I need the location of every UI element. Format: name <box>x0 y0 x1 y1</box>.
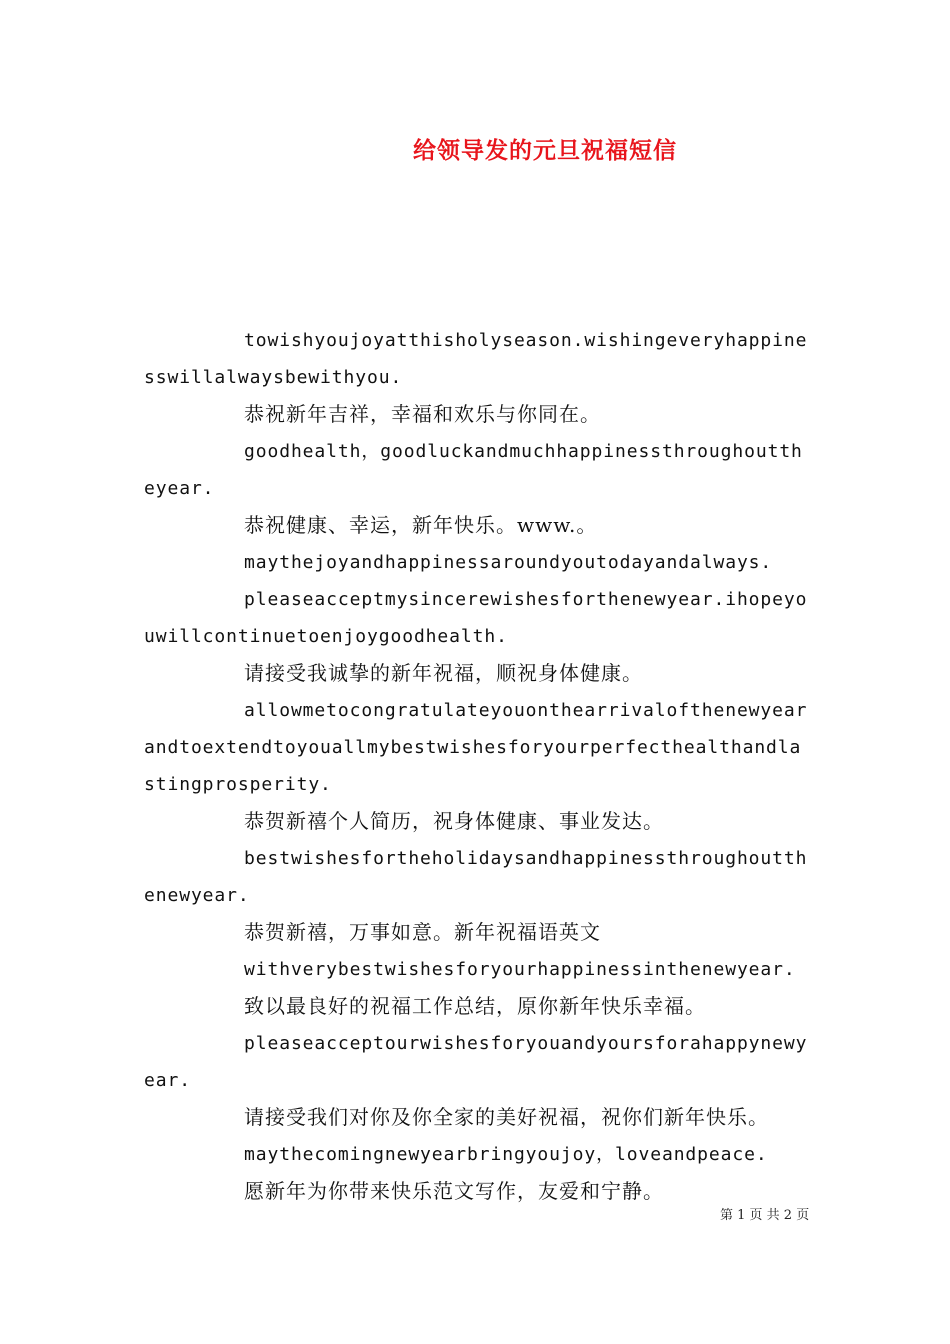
paragraph-12: withverybestwishesforyourhappinessinthenewyear. <box>244 959 796 980</box>
paragraph-15: 请接受我们对你及你全家的美好祝福，祝你们新年快乐。 <box>244 1105 769 1129</box>
paragraph-1: towishyoujoyatthisholyseason.wishingeveryhappinesswillalwaysbewithyou. <box>144 330 808 388</box>
paragraph-14: pleaseacceptourwishesforyouandyoursforahappynewyear. <box>144 1033 808 1091</box>
paragraph-2: 恭祝新年吉祥，幸福和欢乐与你同在。 <box>244 402 601 426</box>
paragraph-16: maythecomingnewyearbringyoujoy，loveandpeace. <box>244 1144 768 1165</box>
paragraph-6: pleaseacceptmysincerewishesforthenewyear.ihopeyouwillcontinuetoenjoygoodhealth. <box>144 589 808 647</box>
paragraph-8: allowmetocongratulateyouonthearrivalofthenewyearandtoextendtoyouallmybestwishesforyourperfecthealthandlastingprosperity. <box>144 700 808 795</box>
paragraph-10: bestwishesfortheholidaysandhappinessthroughoutthenewyear. <box>144 848 808 906</box>
paragraph-13: 致以最良好的祝福工作总结，原你新年快乐幸福。 <box>244 994 706 1018</box>
paragraph-9: 恭贺新禧个人简历，祝身体健康、事业发达。 <box>244 809 664 833</box>
document-title: 给领导发的元旦祝福短信 <box>413 137 677 164</box>
document-body <box>144 322 809 1210</box>
paragraph-7: 请接受我诚挚的新年祝福，顺祝身体健康。 <box>244 661 643 685</box>
page-number-footer: 第 1 页 共 2 页 <box>720 1208 810 1223</box>
paragraph-4: 恭祝健康、幸运，新年快乐。www.。 <box>244 513 598 537</box>
paragraph-5: maythejoyandhappinessaroundyoutodayandalways. <box>244 552 773 573</box>
paragraph-3: goodhealth，goodluckandmuchhappinessthroughouttheyear. <box>144 441 803 499</box>
paragraph-11: 恭贺新禧，万事如意。新年祝福语英文 <box>244 920 601 944</box>
paragraph-17: 愿新年为你带来快乐范文写作，友爱和宁静。 <box>244 1179 664 1203</box>
